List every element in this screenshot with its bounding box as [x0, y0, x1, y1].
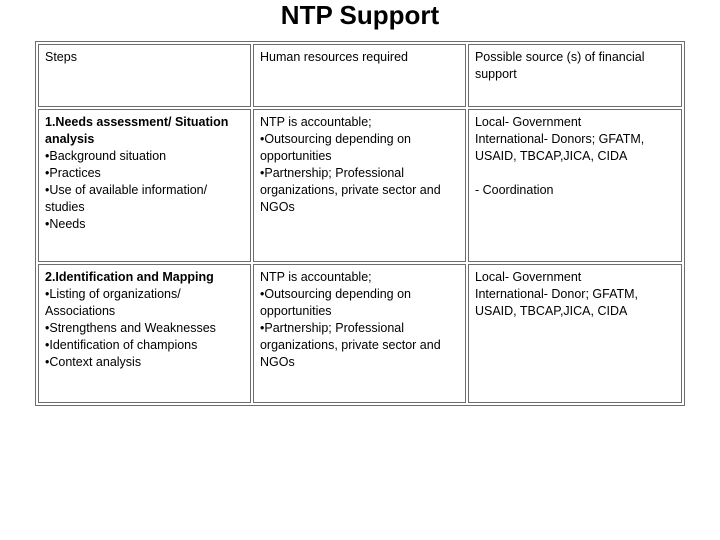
finance-line: Local- Government — [474, 270, 582, 285]
financial-support-cell — [468, 109, 682, 262]
finance-line: - Coordination — [474, 183, 554, 198]
step-item: •Needs — [45, 217, 86, 232]
step-item: •Use of available information/ studies — [45, 183, 208, 215]
hr-line: NTP is accountable; — [259, 115, 372, 130]
hr-line: •Outsourcing depending on opportunities — [259, 132, 411, 164]
finance-line: International- Donors; GFATM, USAID, TBCAP,JICA, CIDA — [474, 132, 645, 164]
header-steps: Steps — [38, 44, 251, 107]
step-title: 1.Needs assessment/ Situation analysis — [45, 115, 229, 147]
step-cell — [38, 109, 251, 262]
finance-line: Local- Government — [474, 115, 582, 130]
step-item: •Listing of organizations/ Associations — [45, 287, 181, 319]
hr-line: •Partnership; Professional organizations, private sector and NGOs — [259, 166, 441, 215]
step-item: •Background situation — [45, 149, 167, 164]
hr-line: •Partnership; Professional organizations, private sector and NGOs — [259, 321, 441, 370]
human-resources-cell — [253, 264, 466, 403]
financial-support-cell — [468, 264, 682, 403]
step-item: •Practices — [45, 166, 101, 181]
table-row — [38, 264, 682, 403]
step-title: 2.Identification and Mapping — [45, 270, 214, 285]
hr-line: •Outsourcing depending on opportunities — [259, 287, 411, 319]
table-row — [38, 109, 682, 262]
spacer — [475, 165, 675, 182]
human-resources-cell — [253, 109, 466, 262]
table-header-row — [38, 44, 682, 107]
hr-line: NTP is accountable; — [259, 270, 372, 285]
support-table — [35, 41, 685, 406]
step-item: •Identification of champions — [45, 338, 198, 353]
finance-line: International- Donor; GFATM, USAID, TBCAP,JICA, CIDA — [474, 287, 638, 319]
header-human-resources: Human resources required — [253, 44, 466, 107]
page-title: NTP Support — [280, 0, 440, 30]
step-item: •Strengthens and Weaknesses — [45, 321, 216, 336]
step-item: •Context analysis — [45, 355, 142, 370]
header-financial-support: Possible source (s) of financial support — [468, 44, 682, 107]
step-cell — [38, 264, 251, 403]
